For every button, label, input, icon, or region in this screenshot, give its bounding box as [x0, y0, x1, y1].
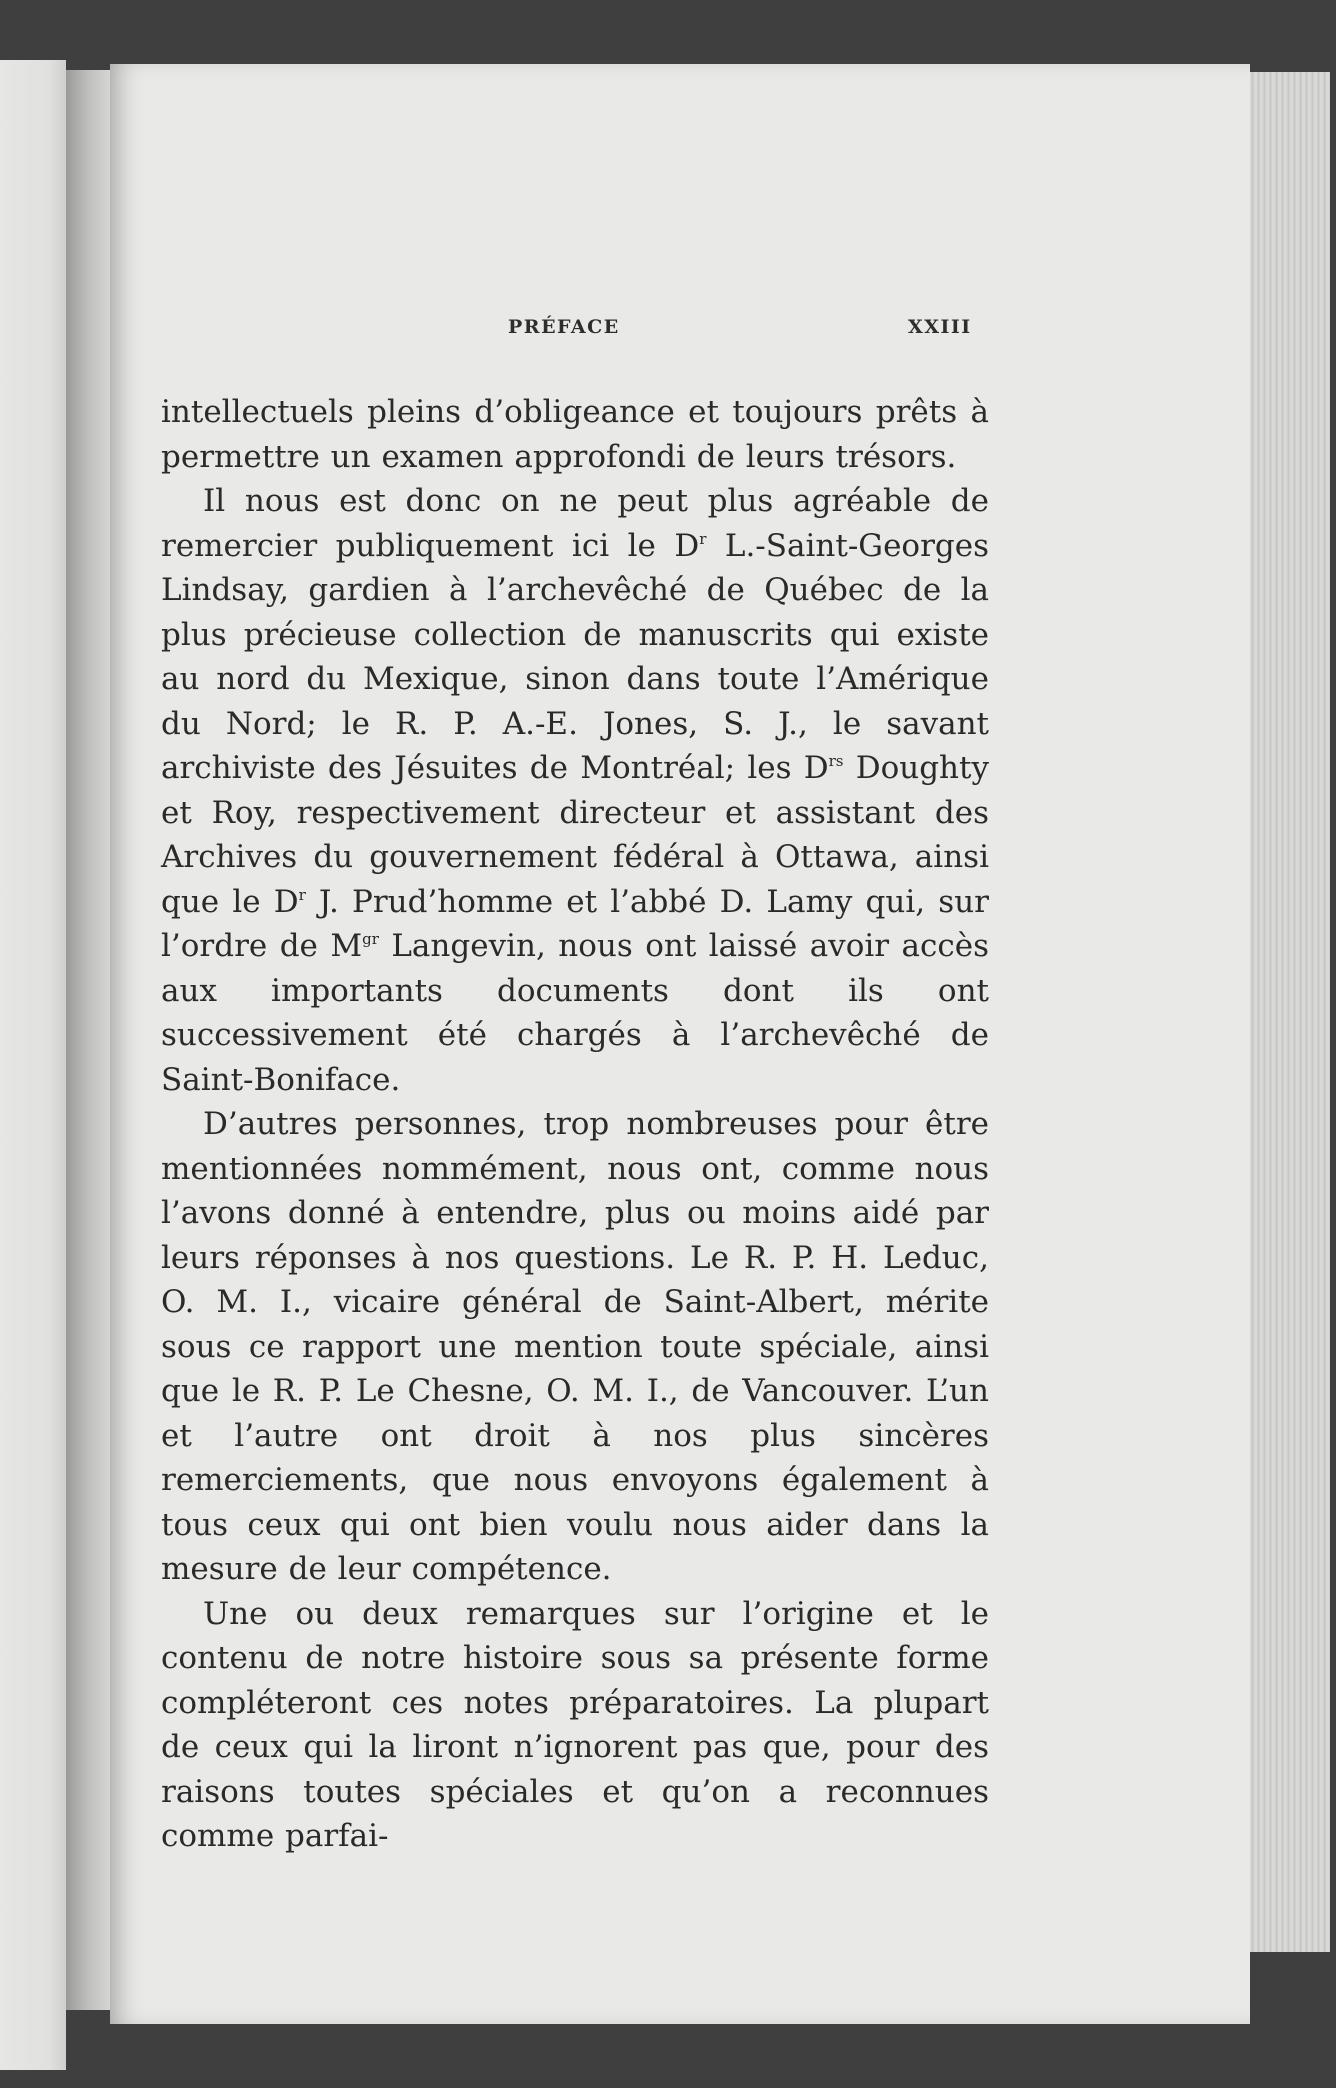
- page-stack-edges: [1248, 72, 1330, 1952]
- book-page: [110, 64, 1250, 2024]
- paragraph: intellectuels pleins d’obligeance et toujours prêts à permettre un examen approfondi de leurs trésors.: [161, 394, 989, 475]
- running-head: PRÉFACE: [508, 316, 620, 338]
- superscript: rs: [828, 752, 844, 770]
- body-text: [161, 390, 989, 1859]
- paragraph: D’autres personnes, trop nombreuses pour être mentionnées nommément, nous ont, comme nous l’avons donné à entendre, plus ou moins aidé par leurs réponses à nos questions. Le R. P. H. Leduc, O. M. I., vicaire général de Saint-Albert, mérite sous ce rapport une mention toute spéciale, ainsi que le R. P. Le Chesne, O. M. I., de Vancouver. L’un et l’autre ont droit à nos plus sincères remerciements, que nous envoyons également à tous ceux qui ont bien voulu nous aider dans la mesure de leur compétence.: [161, 1106, 989, 1587]
- superscript: r: [298, 885, 306, 904]
- book-gutter: [66, 70, 112, 2010]
- superscript: gr: [362, 930, 379, 948]
- paragraph: Une ou deux remarques sur l’origine et le contenu de notre histoire sous sa présente forme compléteront ces notes préparatoires. La plupart de ceux qui la liront n’ignorent pas que, pour des raisons toutes spéciales et qu’on a reconnues comme parfai-: [161, 1595, 989, 1854]
- page-number: XXIII: [908, 316, 972, 338]
- text-run: Langevin, nous ont laissé avoir accès aux importants documents dont ils ont successivement été chargés à l’archevêché de Saint-Boniface.: [161, 928, 989, 1098]
- paragraph: [161, 479, 989, 1102]
- text-run: Doughty et Roy, respectivement directeur et assistant des Archives du gouvernement fédéral à Ottawa, ainsi que le D: [161, 750, 989, 920]
- text-run: J. Prud’homme et l’abbé D. Lamy qui, sur l’ordre de M: [161, 883, 989, 964]
- previous-page-edge: [0, 60, 66, 2070]
- text-run: Il nous est donc on ne peut plus agréable de remercier publiquement ici le D: [161, 483, 989, 564]
- text-run: L.-Saint-Georges Lindsay, gardien à l’archevêché de Québec de la plus précieuse collection de manuscrits qui existe au nord du Mexique, sinon dans toute l’Amérique du Nord; le R. P. A.-E. Jones, S. J., le savant archiviste des Jésuites de Montréal; les D: [161, 527, 989, 786]
- superscript: r: [699, 529, 707, 548]
- page-header: [110, 316, 1250, 346]
